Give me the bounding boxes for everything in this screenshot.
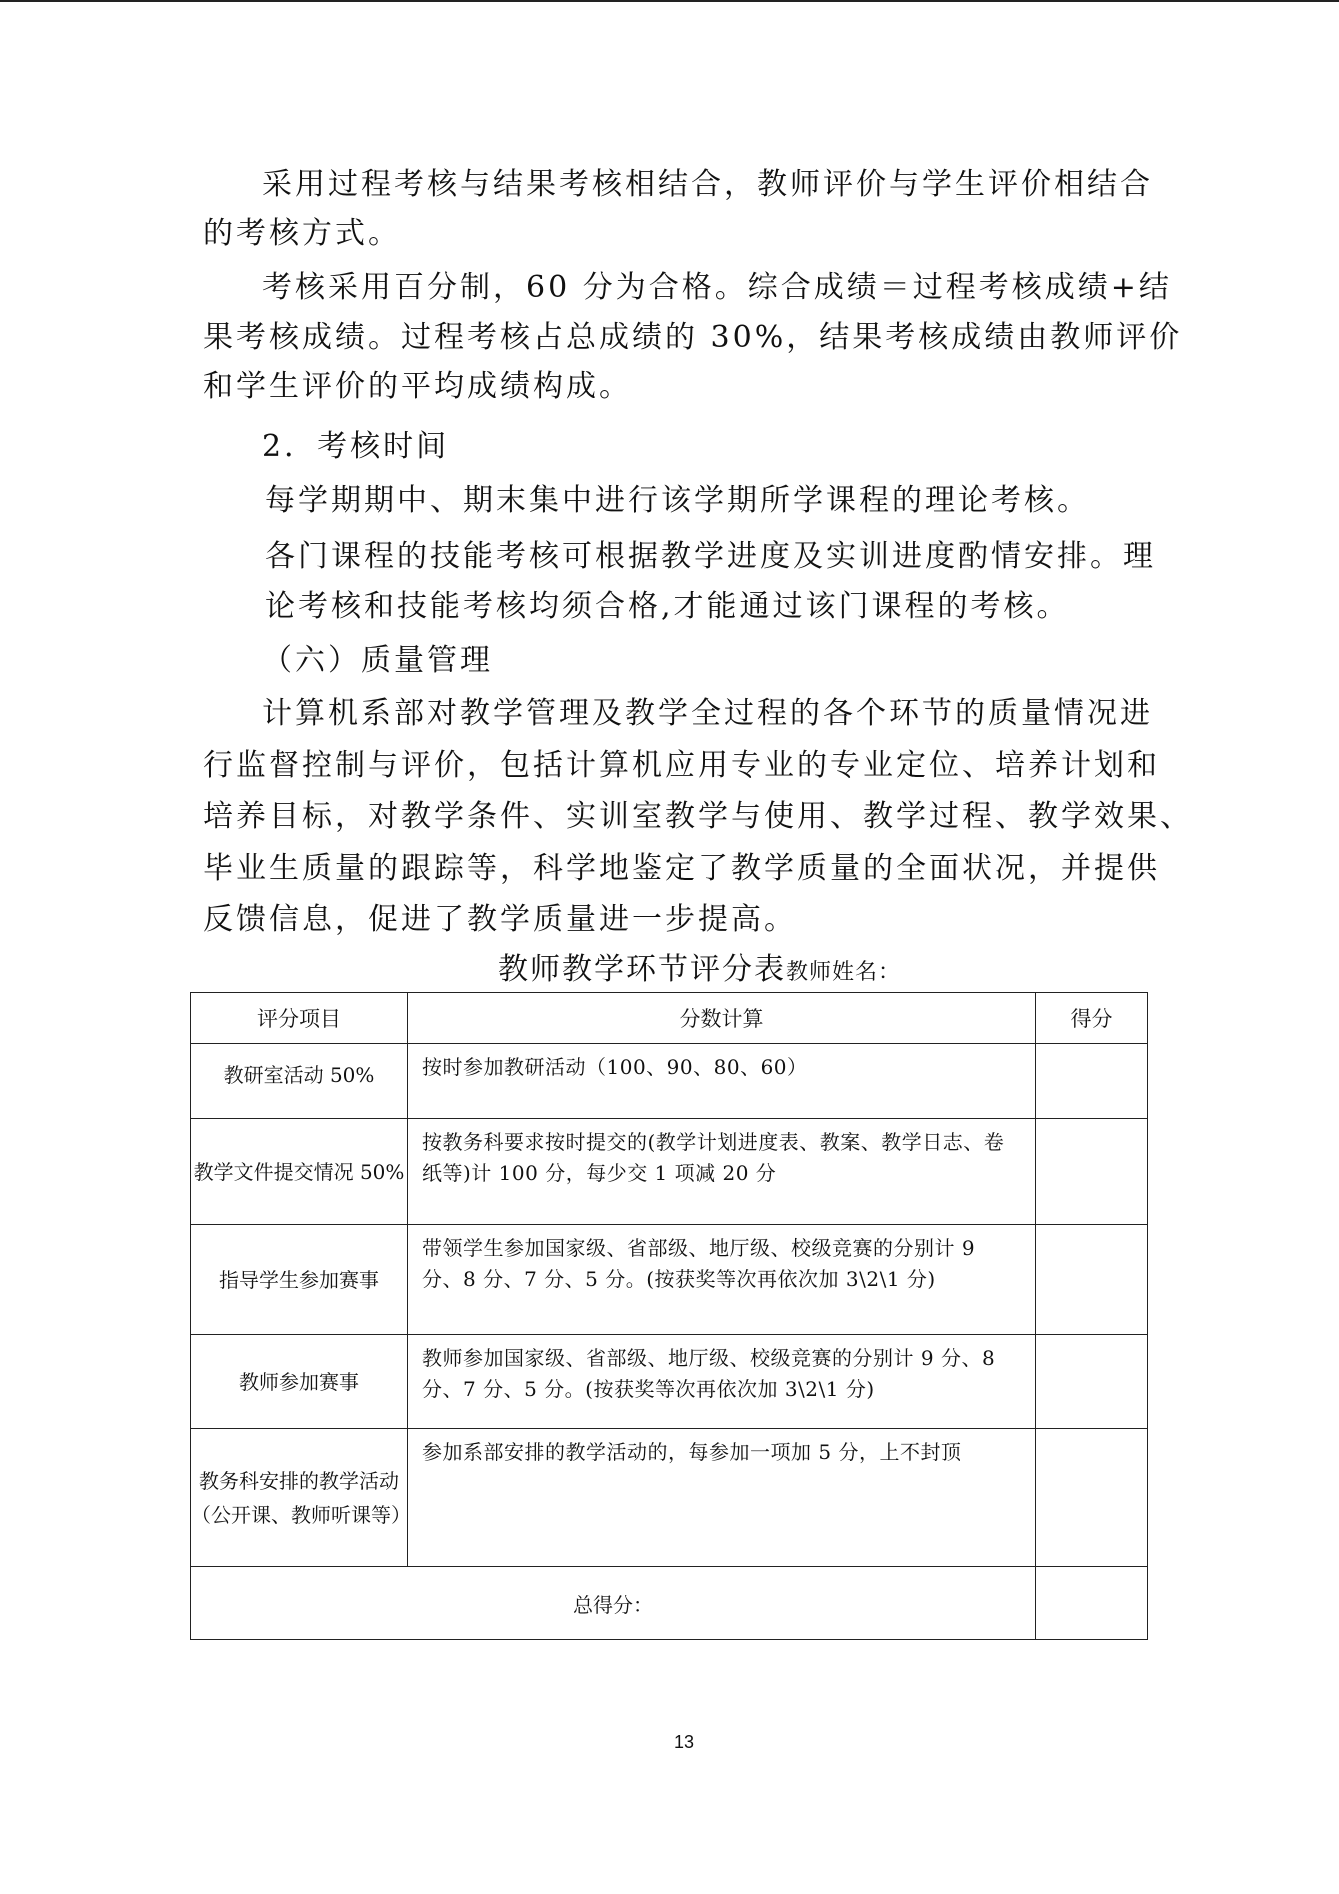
row-calc: 按教务科要求按时提交的(教学计划进度表、教案、教学日志、卷纸等)计 100 分，每少交 1 项减 20 分 [408, 1119, 1036, 1225]
row-item: 教学文件提交情况 50% [191, 1119, 408, 1225]
header-calc: 分数计算 [408, 993, 1036, 1044]
paragraph-line: 和学生评价的平均成绩构成。 [203, 369, 632, 404]
paragraph-line: 考核采用百分制，60 分为合格。综合成绩＝过程考核成绩+结 [262, 270, 1172, 305]
total-score-value [1036, 1567, 1148, 1640]
top-border-line [0, 0, 1339, 2]
row-calc: 教师参加国家级、省部级、地厅级、校级竞赛的分别计 9 分、8 分、7 分、5 分。(按获奖等次再依次加 3\2\1 分) [408, 1335, 1036, 1429]
table-row [191, 1335, 1148, 1429]
paragraph-line: 毕业生质量的跟踪等，科学地鉴定了教学质量的全面状况，并提供 [203, 851, 1160, 886]
paragraph-line: 的考核方式。 [203, 216, 401, 251]
section-heading: （六）质量管理 [262, 643, 493, 678]
row-item: 教务科安排的教学活动（公开课、教师听课等） [191, 1429, 408, 1567]
header-item: 评分项目 [191, 993, 408, 1044]
paragraph-line: 反馈信息，促进了教学质量进一步提高。 [203, 902, 797, 937]
header-score: 得分 [1036, 993, 1148, 1044]
table-title [498, 950, 901, 993]
row-item: 教师参加赛事 [191, 1335, 408, 1429]
teacher-name-label: 教师姓名： [786, 960, 902, 985]
row-item: 教研室活动 50% [191, 1044, 408, 1119]
row-score [1036, 1429, 1148, 1567]
paragraph-line: 果考核成绩。过程考核占总成绩的 30%，结果考核成绩由教师评价 [203, 320, 1183, 355]
paragraph-line: 论考核和技能考核均须合格,才能通过该门课程的考核。 [265, 589, 1070, 624]
total-score-label: 总得分： [191, 1567, 1036, 1640]
table-row [191, 1119, 1148, 1225]
row-score [1036, 1335, 1148, 1429]
row-calc: 按时参加教研活动（100、90、80、60） [408, 1044, 1036, 1119]
row-calc: 带领学生参加国家级、省部级、地厅级、校级竞赛的分别计 9 分、8 分、7 分、5 分。(按获奖等次再依次加 3\2\1 分) [408, 1225, 1036, 1335]
row-score [1036, 1119, 1148, 1225]
row-item: 指导学生参加赛事 [191, 1225, 408, 1335]
paragraph-line: 采用过程考核与结果考核相结合，教师评价与学生评价相结合 [262, 167, 1153, 202]
page-number: 13 [673, 1732, 695, 1752]
section-heading: 2．考核时间 [262, 429, 450, 464]
table-row [191, 1044, 1148, 1119]
paragraph-line: 计算机系部对教学管理及教学全过程的各个环节的质量情况进 [262, 696, 1153, 731]
paragraph-line: 培养目标，对教学条件、实训室教学与使用、教学过程、教学效果、 [203, 799, 1193, 834]
row-calc: 参加系部安排的教学活动的，每参加一项加 5 分，上不封顶 [408, 1429, 1036, 1567]
row-score [1036, 1225, 1148, 1335]
paragraph-line: 每学期期中、期末集中进行该学期所学课程的理论考核。 [265, 483, 1090, 518]
paragraph-line: 行监督控制与评价，包括计算机应用专业的专业定位、培养计划和 [203, 748, 1160, 783]
table-total-row [191, 1567, 1148, 1640]
paragraph-line: 各门课程的技能考核可根据教学进度及实训进度酌情安排。理 [265, 539, 1156, 574]
table-title-text: 教师教学环节评分表 [498, 952, 786, 987]
table-row [191, 1429, 1148, 1567]
evaluation-table [190, 992, 1148, 1640]
table-header-row [191, 993, 1148, 1044]
row-score [1036, 1044, 1148, 1119]
table-row [191, 1225, 1148, 1335]
